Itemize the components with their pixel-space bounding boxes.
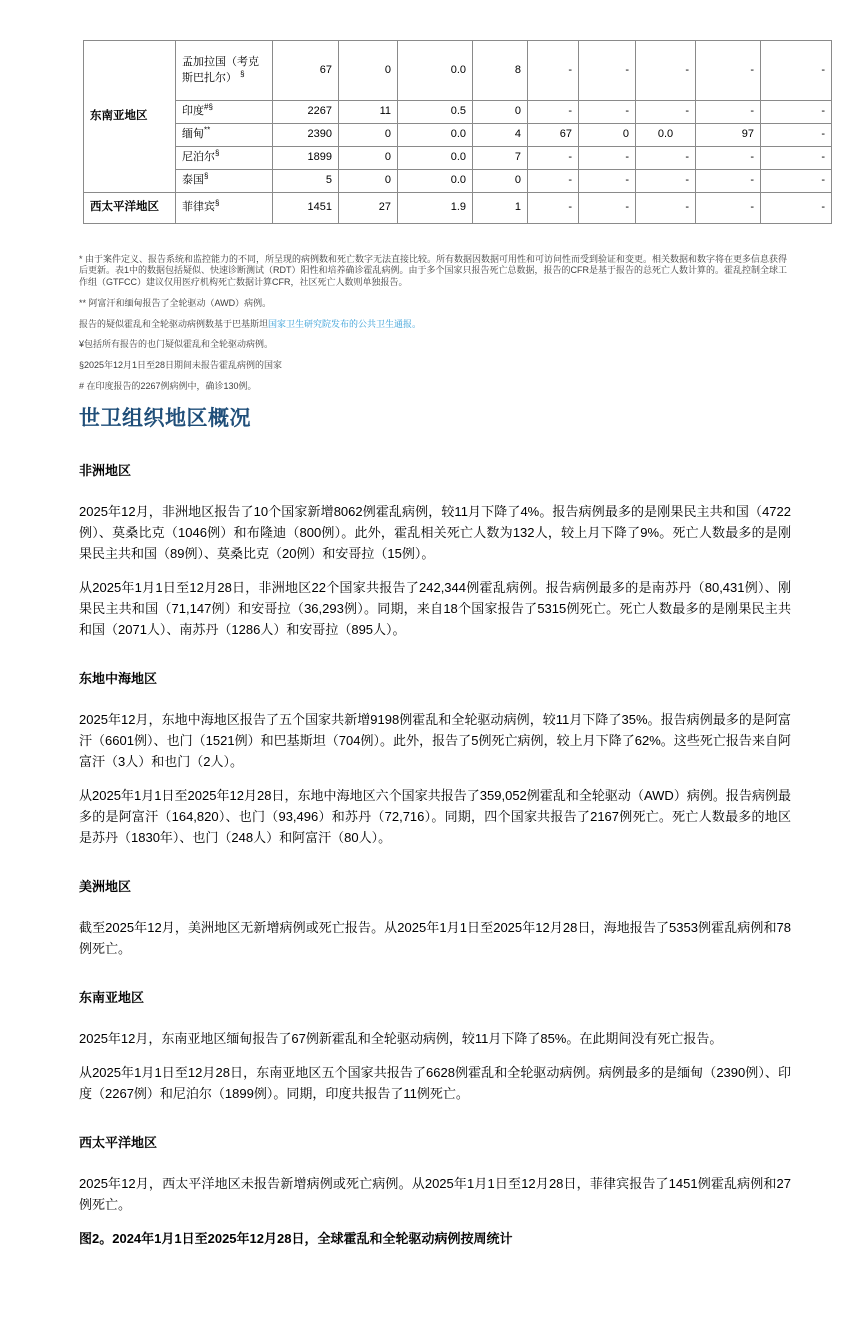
value-cell: - (579, 192, 636, 223)
value-cell: 0.0 (636, 123, 696, 146)
table-row (84, 41, 832, 101)
value-cell: 8 (473, 41, 528, 101)
section-americas-region (79, 876, 791, 959)
western-pacific-region-heading: 西太平洋地区 (79, 1135, 158, 1151)
value-cell: 2390 (273, 123, 339, 146)
value-cell: - (696, 169, 761, 192)
value-cell: 0.5 (398, 101, 473, 124)
footnote-yemen-suspected: ¥包括所有报告的也门疑似霍乱和全轮驱动病例。 (79, 339, 274, 350)
table-row (84, 169, 832, 192)
african-region-paragraph: 2025年12月，非洲地区报告了10个国家新增8062例霍乱病例，较11月下降了4%。报告病例最多的是刚果民主共和国（4722例）、莫桑比克（1046例）和布隆迪（800例）。此外，霍乱相关死亡人数为132人，较上月下降了9%。死亡人数最多的是刚果民主共和国（89例）、莫桑比克（20例）和安哥拉（15例）。 (79, 504, 791, 562)
value-cell: 97 (696, 123, 761, 146)
value-cell: 0.0 (398, 41, 473, 101)
value-cell: - (636, 41, 696, 101)
region-cell: 西太平洋地区 (84, 192, 176, 223)
value-cell: 0 (339, 123, 398, 146)
value-cell: 1.9 (398, 192, 473, 223)
value-cell: 1451 (273, 192, 339, 223)
value-cell: - (696, 146, 761, 169)
value-cell: 27 (339, 192, 398, 223)
value-cell: - (761, 192, 832, 223)
country-name: 孟加拉国（考克斯巴扎尔） (182, 55, 259, 84)
americas-region-paragraph: 截至2025年12月，美洲地区无新增病例或死亡报告。从2025年1月1日至2025年12月28日，海地报告了5353例霍乱病例和78例死亡。 (79, 920, 791, 957)
south-east-asia-region-paragraph: 从2025年1月1日至12月28日，东南亚地区五个国家共报告了6628例霍乱和全轮驱动病例。病例最多的是缅甸（2390例）、印度（2267例）和尼泊尔（1899例）。同期，印度共报告了11例死亡。 (79, 1065, 791, 1102)
country-footnote-marker: § (215, 198, 220, 208)
value-cell: 0 (579, 123, 636, 146)
african-region-paragraph: 从2025年1月1日至12月28日，非洲地区22个国家共报告了242,344例霍乱病例。报告病例最多的是南苏丹（80,431例）、刚果民主共和国（71,147例）和安哥拉（36,293例）。同期，来自18个国家报告了5315例死亡。死亡人数最多的是刚果民主共和国（2071人）、南苏丹（1286人）和安哥拉（895人）。 (79, 580, 791, 638)
country-footnote-marker: § (240, 68, 245, 78)
value-cell: - (696, 101, 761, 124)
country-footnote-marker: § (204, 171, 209, 181)
country-name: 缅甸 (182, 127, 204, 140)
footnote-text: 报告的疑似霍乱和全轮驱动病例数基于巴基斯坦 (79, 318, 269, 329)
value-cell: - (761, 146, 832, 169)
country-name: 尼泊尔 (182, 150, 215, 163)
footnote-no-report-countries: §2025年12月1日至28日期间未报告霍乱病例的国家 (79, 359, 283, 370)
section-eastern-mediterranean-region (79, 668, 791, 848)
nih-public-health-bulletin-link[interactable]: 国家卫生研究院发布的公共卫生通报。 (268, 318, 422, 329)
value-cell: 0 (339, 41, 398, 101)
country-cell (176, 123, 273, 146)
value-cell: 7 (473, 146, 528, 169)
figure-2-caption: 图2。2024年1月1日至2025年12月28日，全球霍乱和全轮驱动病例按周统计 (79, 1231, 513, 1247)
footnote-awd-cases: ** 阿富汗和缅甸报告了全轮驱动（AWD）病例。 (79, 297, 272, 308)
value-cell: 0.0 (398, 146, 473, 169)
value-cell: - (696, 41, 761, 101)
value-cell: - (696, 192, 761, 223)
country-cell (176, 101, 273, 124)
value-cell: - (636, 146, 696, 169)
footnote-data-comparability: * 由于案件定义、报告系统和监控能力的不同，所呈现的病例数和死亡数字无法直接比较。所有数据因数据可用性和可访问性而受到验证和变更。相关数据和数字将在更多信息获得后更新。表1中的数据包括疑似、快速诊断测试（RDT）阳性和培养确诊霍乱病例。由于多个国家只报告死亡总数据，报告的CFR是基于报告的总死亡人数计算的。霍乱控制全球工作组（GTFCC）建议仅用医疗机构死亡数据计算CFR，社区死亡人数则单独报告。 (79, 253, 788, 288)
african-region-heading: 非洲地区 (79, 463, 132, 479)
country-footnote-marker: #§ (204, 102, 213, 112)
value-cell: - (528, 41, 579, 101)
value-cell: - (761, 41, 832, 101)
eastern-mediterranean-region-paragraph: 从2025年1月1日至2025年12月28日，东地中海地区六个国家共报告了359,052例霍乱和全轮驱动（AWD）病例。报告病例最多的是阿富汗（164,820）、也门（93,496）和苏丹（72,716）。同期，四个国家共报告了2167例死亡。死亡人数最多的地区是苏丹（1830年）、也门（248人）和阿富汗（80人）。 (79, 788, 791, 846)
country-name: 印度 (182, 105, 204, 117)
value-cell: 11 (339, 101, 398, 124)
value-cell: 0 (339, 169, 398, 192)
footnote-pakistan-source (79, 319, 791, 331)
table-row (84, 101, 832, 124)
country-footnote-marker: ** (204, 125, 211, 135)
table-row (84, 123, 832, 146)
value-cell: 67 (273, 41, 339, 101)
value-cell: - (636, 169, 696, 192)
eastern-mediterranean-region-heading: 东地中海地区 (79, 671, 158, 687)
value-cell: - (579, 146, 636, 169)
value-cell: - (528, 169, 579, 192)
value-cell: - (528, 101, 579, 124)
value-cell: - (528, 146, 579, 169)
section-south-east-asia-region (79, 987, 791, 1104)
region-cell: 东南亚地区 (84, 41, 176, 193)
americas-region-heading: 美洲地区 (79, 879, 132, 895)
south-east-asia-region-heading: 东南亚地区 (79, 990, 145, 1006)
value-cell: 2267 (273, 101, 339, 124)
value-cell: 0 (339, 146, 398, 169)
value-cell: - (579, 101, 636, 124)
value-cell: - (579, 41, 636, 101)
table-row (84, 192, 832, 223)
who-regional-overview-heading: 世卫组织地区概况 (79, 407, 251, 431)
country-cell (176, 192, 273, 223)
eastern-mediterranean-region-paragraph: 2025年12月，东地中海地区报告了五个国家共新增9198例霍乱和全轮驱动病例，较11月下降了35%。报告病例最多的是阿富汗（6601例）、也门（1521例）和巴基斯坦（704例）。此外，报告了5例死亡病例，较上月下降了62%。这些死亡报告来自阿富汗（3人）和也门（2人）。 (79, 712, 791, 770)
country-cell (176, 146, 273, 169)
value-cell: 4 (473, 123, 528, 146)
value-cell: 0.0 (398, 169, 473, 192)
footnote-india-confirmed: # 在印度报告的2267例病例中，确诊130例。 (79, 380, 257, 391)
regional-table (83, 40, 832, 224)
value-cell: - (636, 101, 696, 124)
western-pacific-region-paragraph: 2025年12月，西太平洋地区未报告新增病例或死亡病例。从2025年1月1日至12月28日，菲律宾报告了1451例霍乱病例和27例死亡。 (79, 1176, 791, 1213)
country-footnote-marker: § (215, 148, 220, 158)
value-cell: 1 (473, 192, 528, 223)
value-cell: - (761, 123, 832, 146)
value-cell: - (579, 169, 636, 192)
country-name: 泰国 (182, 173, 204, 186)
country-cell (176, 41, 273, 101)
table-row (84, 146, 832, 169)
value-cell: 1899 (273, 146, 339, 169)
value-cell: 67 (528, 123, 579, 146)
south-east-asia-region-paragraph: 2025年12月，东南亚地区缅甸报告了67例新霍乱和全轮驱动病例，较11月下降了85%。在此期间没有死亡报告。 (79, 1031, 723, 1047)
footnotes-block (79, 254, 791, 393)
section-western-pacific-region (79, 1132, 791, 1215)
value-cell: 5 (273, 169, 339, 192)
value-cell: 0 (473, 169, 528, 192)
section-african-region (79, 460, 791, 640)
value-cell: - (528, 192, 579, 223)
value-cell: 0 (473, 101, 528, 124)
country-name: 菲律宾 (182, 200, 215, 213)
value-cell: 0.0 (398, 123, 473, 146)
value-cell: - (761, 101, 832, 124)
value-cell: - (636, 192, 696, 223)
value-cell: - (761, 169, 832, 192)
country-cell (176, 169, 273, 192)
